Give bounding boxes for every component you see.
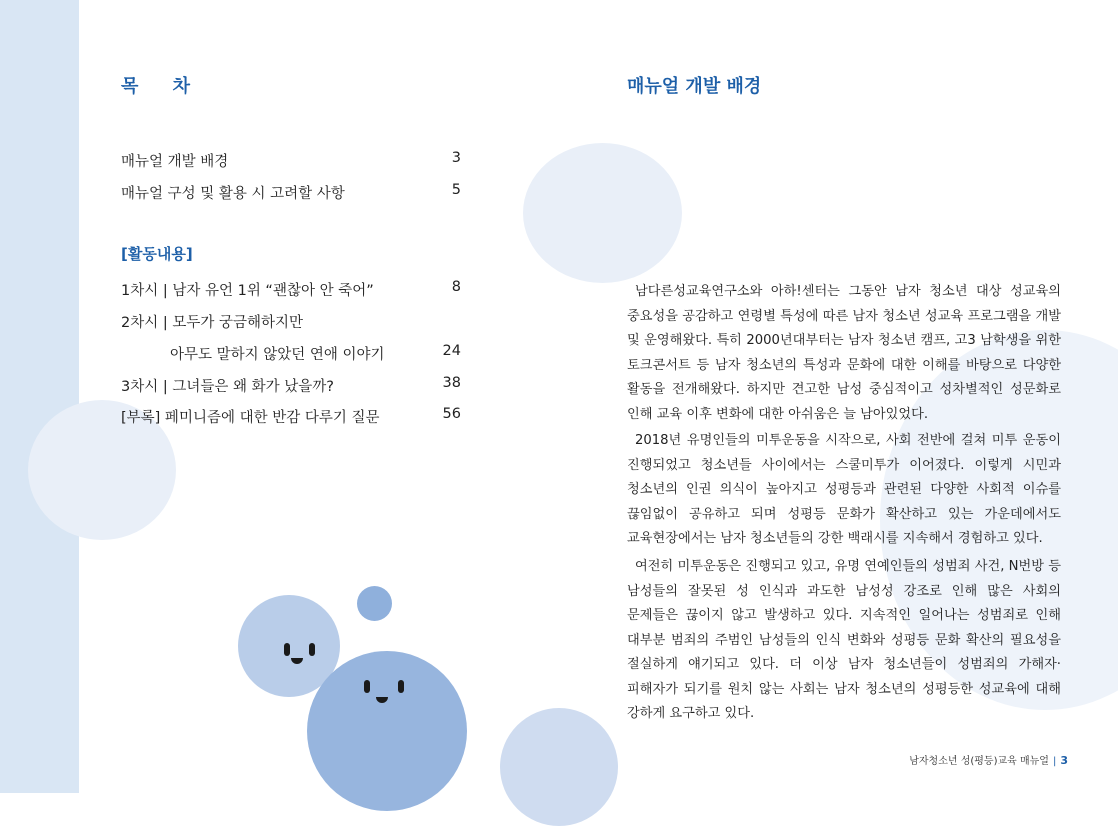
toc-entry-label[interactable]: 매뉴얼 개발 배경 [121,154,229,170]
body-paragraph: 2018년 유명인들의 미투운동을 시작으로, 사회 전반에 걸쳐 미투 운동이 진행되었고 청소년들 사이에서는 스쿨미투가 이어졌다. 이렇게 시민과 청소년의 인권 의식이 높아지고 성평등과 관련된 다양한 사회적 이슈를 끊임없이 공유하고 되며 성평등 문화가 확산하고 있는 가운데에서도 교육현장에서는 남자 청소년들의 강한 백래시를 지속해서 경험하고 있다. [627,433,1061,546]
smiling-bubble-character [307,651,467,811]
toc-activity-page: 38 [442,375,461,391]
body-paragraph: 남다른성교육연구소와 아하!센터는 그동안 남자 청소년 대상 성교육의 중요성을 공감하고 연령별 특성에 따른 남자 청소년 성교육 프로그램을 개발 및 운영해왔다. 특히 2000년대부터는 남자 청소년 캠프, 고3 남학생을 위한 토크콘서트 등 남자 청소년의 특성과 문화에 대한 이해를 바탕으로 다양한 활동을 전개해왔다. 하지만 견고한 남성 중심적이고 성차별적인 성문화로 인해 교육 이후 변화에 대한 아쉬움은 늘 남아있었다. [627,284,1061,422]
toc-activity-label[interactable]: 아무도 말하지 않았던 연애 이야기 [170,347,385,363]
footer-title: 남자청소년 성(평등)교육 매뉴얼 [909,756,1049,767]
left-color-strip [0,0,79,793]
toc-section-title: [활동내용] [121,245,193,263]
toc-entry-page: 3 [451,150,461,166]
toc-entry-label[interactable]: 매뉴얼 구성 및 활용 시 고려할 사항 [121,186,345,202]
toc-title: 목 차 [121,76,205,97]
page-number: 3 [1060,754,1068,767]
toc-activity-page: 56 [442,406,461,422]
toc-activity-page: 8 [451,279,461,295]
toc-activity-label[interactable]: 3차시 | 그녀들은 왜 화가 났을까? [121,379,334,395]
footer-separator: | [1052,756,1057,767]
body-paragraph: 여전히 미투운동은 진행되고 있고, 유명 연예인들의 성범죄 사건, N번방 등 남성들의 잘못된 성 인식과 과도한 남성성 강조로 인해 많은 사회의 문제들은 끊이지 않고 발생하고 있다. 지속적인 일어나는 성범죄로 인해 대부분 범죄의 주범인 남성들의 인식 변화와 성평등 문화 확산의 필요성을 절실하게 얘기되고 있다. 더 이상 남자 청소년들이 성범죄의 가해자·피해자가 되기를 원치 않는 사회는 남자 청소년의 성평등한 성교육에 대해 강하게 요구하고 있다. [627,559,1061,721]
page-footer [909,752,1068,767]
section-title: 매뉴얼 개발 배경 [627,76,762,97]
decorative-circle [357,586,392,621]
decorative-circle [500,708,618,826]
decorative-circle [523,143,682,283]
toc-activity-label[interactable]: 1차시 | 남자 유언 1위 “괜찮아 안 죽어” [121,283,374,299]
toc-activity-label[interactable]: [부록] 페미니즘에 대한 반감 다루기 질문 [121,410,380,426]
toc-entry-page: 5 [451,182,461,198]
toc-activity-page: 24 [442,343,461,359]
toc-activity-label[interactable]: 2차시 | 모두가 궁금해하지만 [121,315,304,331]
